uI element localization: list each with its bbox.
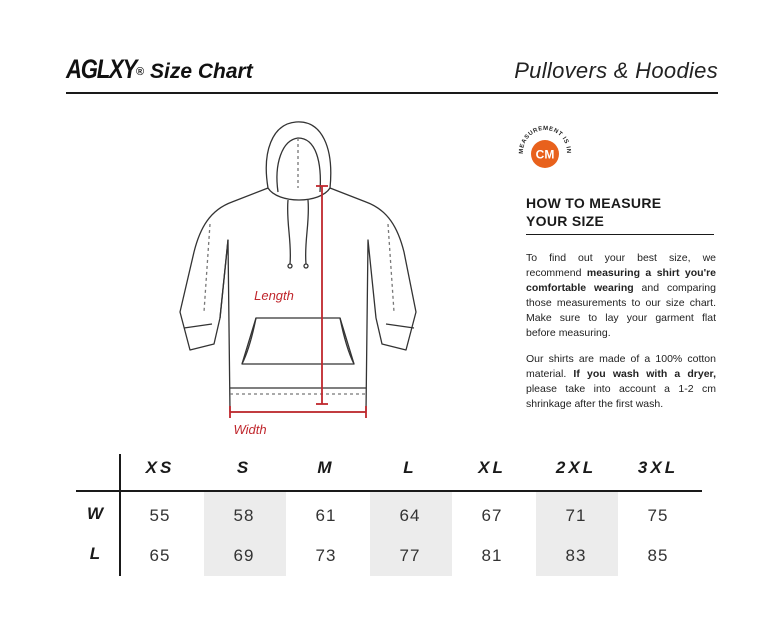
chart-title: Size Chart bbox=[150, 60, 253, 83]
instructions-text-end: and comparing those measurements to our size chart. Make sure to lay your garment flat before measuring. bbox=[526, 282, 716, 339]
table-cell: 69 bbox=[233, 546, 255, 565]
brand-logo: AGLXY bbox=[66, 54, 137, 84]
registered-mark: ® bbox=[136, 66, 145, 78]
measurement-unit-badge bbox=[514, 118, 576, 180]
measure-divider bbox=[526, 234, 714, 235]
table-cell: 67 bbox=[481, 506, 503, 525]
table-cell: 77 bbox=[399, 546, 421, 565]
product-category: Pullovers & Hoodies bbox=[514, 58, 718, 83]
table-cell: 55 bbox=[149, 506, 171, 525]
table-cell: 61 bbox=[315, 506, 337, 525]
table-cell: 58 bbox=[233, 506, 255, 525]
measure-instructions bbox=[526, 251, 716, 341]
measure-heading-line1: HOW TO MEASURE bbox=[526, 195, 662, 211]
table-horizontal-rule bbox=[76, 490, 702, 492]
row-header-width: W bbox=[86, 504, 104, 523]
table-cell: 75 bbox=[647, 506, 669, 525]
size-header-xl: XL bbox=[478, 458, 506, 477]
table-cell: 83 bbox=[565, 546, 587, 565]
measure-heading-line2: YOUR SIZE bbox=[526, 213, 605, 229]
table-cell: 65 bbox=[149, 546, 171, 565]
instructions-emphasis: measuring a shirt you're comfortable wearing bbox=[526, 267, 716, 294]
table-cell: 71 bbox=[565, 506, 587, 525]
size-table bbox=[76, 454, 702, 578]
size-header-l: L bbox=[403, 458, 417, 477]
shrinkage-emphasis: If you wash with a dryer, bbox=[573, 368, 716, 380]
table-cell: 64 bbox=[399, 506, 421, 525]
measure-heading bbox=[526, 194, 661, 230]
header bbox=[66, 52, 718, 94]
badge-ring-text: MEASUREMENT IS IN bbox=[518, 125, 572, 154]
table-cell: 81 bbox=[481, 546, 503, 565]
hoodie-diagram bbox=[170, 112, 430, 442]
row-header-length: L bbox=[89, 544, 101, 563]
width-label: Width bbox=[233, 422, 267, 437]
size-header-xs: XS bbox=[145, 458, 175, 477]
size-header-2xl: 2XL bbox=[555, 458, 597, 477]
table-cell: 85 bbox=[647, 546, 669, 565]
size-header-s: S bbox=[236, 458, 252, 477]
instructions-text: To find out your best size, we recommend bbox=[526, 252, 716, 279]
size-header-3xl: 3XL bbox=[637, 458, 679, 477]
shrinkage-text-end: please take into account a 1-2 cm shrinkage after the first wash. bbox=[526, 383, 716, 410]
table-cell: 73 bbox=[315, 546, 337, 565]
badge-unit: CM bbox=[535, 147, 555, 162]
shrinkage-text: Our shirts are made of a 100% cotton material. bbox=[526, 353, 716, 380]
shrinkage-note bbox=[526, 352, 716, 412]
length-label: Length bbox=[254, 288, 294, 303]
size-header-m: M bbox=[317, 458, 335, 477]
